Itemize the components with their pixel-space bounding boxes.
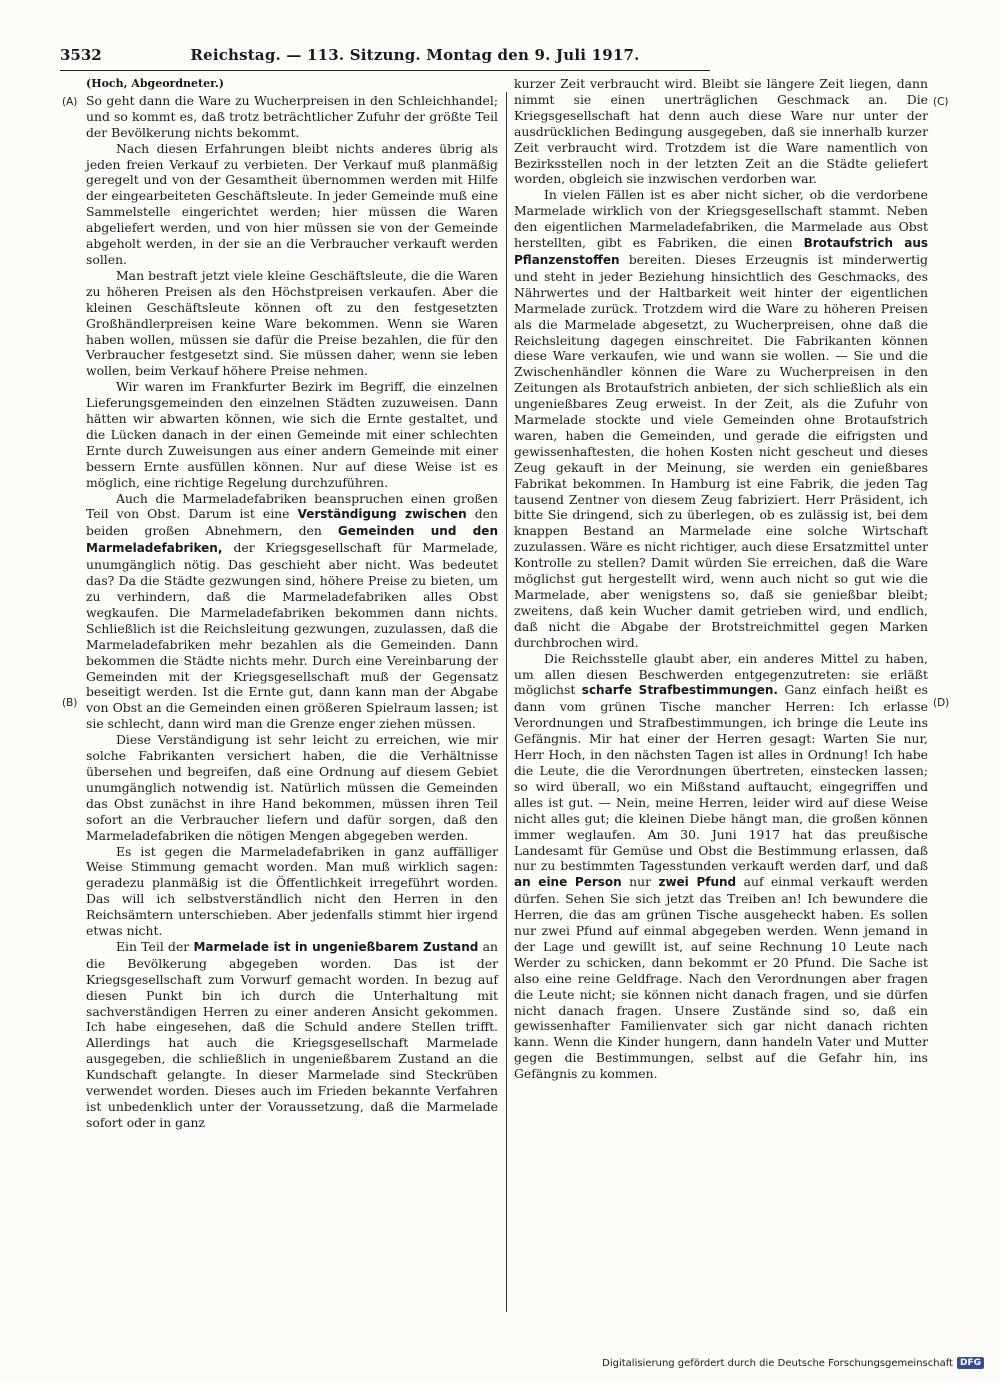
emphasis: zwei Pfund	[658, 875, 737, 890]
text-run: Ein Teil der	[116, 938, 194, 954]
column-separator	[506, 92, 507, 1312]
paragraph	[86, 939, 498, 1131]
right-column	[514, 76, 928, 1082]
paragraph	[86, 491, 498, 733]
paragraph	[514, 651, 928, 1082]
paragraph: Es ist gegen die Marmeladefabriken in ganz auffälliger Weise Stimmung gemacht worden. Man muß wirklich sagen: geradezu planmäßig ist die Öffentlichkeit irregeführt worden. Das will ich selbstverständlich nicht den Herren in den Reichsämtern unterschieben. Aber jedenfalls stimmt hier irgend etwas nicht.	[86, 843, 498, 939]
margin-marker-c: (C)	[933, 96, 949, 108]
text-run: der Kriegsgesellschaft für Marmelade, unumgänglich nötig. Das geschieht aber nicht. Was bedeutet das? Da die Städte gezwungen sind, höhere Preise zu bieten, um zu verhindern, daß die Marmeladefabriken alles Obst wegkaufen. Die Marmeladefabriken bekommen dann nichts. Schließlich ist die Reichsleitung gezwungen, zuzulassen, daß die Marmeladefabriken mehr bezahlen als die Gemeinden. Dann bekommen die Städte nichts mehr. Durch eine Vereinbarung der Gemeinden mit der Kriegsgesellschaft muß der Gegensatz beseitigt werden. Ist die Ernte gut, dann kann man der Abgabe von Obst an die Gemeinden einen größeren Spielraum lassen; ist sie schlecht, dann wird man die Grenze enger ziehen müssen.	[86, 540, 498, 732]
footer-text: Digitalisierung gefördert durch die Deutsche Forschungsgemeinschaft	[602, 1357, 953, 1369]
emphasis: Verständigung zwischen	[297, 507, 467, 522]
margin-marker-b: (B)	[62, 697, 78, 709]
text-run: Auch die Marmeladefabriken beanspruchen einen großen Teil von Obst. Darum ist eine	[86, 490, 498, 522]
text-run: Die Reichsstelle glaubt aber, ein anderes Mittel zu haben, um allen diesen Beschwerden entgegenzutreten: sie erläßt möglichst	[514, 650, 928, 698]
page-header	[60, 46, 710, 68]
emphasis: Brotaufstrich aus Pflanzenstoffen	[514, 236, 929, 267]
paragraph: Man bestraft jetzt viele kleine Geschäftsleute, die die Waren zu höheren Preisen als den Höchstpreisen verkaufen. Aber die kleinen Geschäftsleute können oft zu den festgesetzten Großhändlerpreisen keine Ware bekommen. Wenn sie Waren haben wollen, müssen sie dafür die Preise bezahlen, die für den Verbraucher festgesetzt sind. Sie müssen daher, wenn sie leben wollen, beim Verkauf höhere Preise nehmen.	[86, 267, 498, 379]
running-title: Reichstag. — 113. Sitzung. Montag den 9. Juli 1917.	[190, 46, 640, 64]
margin-marker-d: (D)	[933, 697, 950, 709]
emphasis: an eine Person	[514, 875, 622, 890]
text-run: den beiden großen Abnehmern, den	[86, 506, 498, 539]
text-run: Ganz einfach heißt es dann vom grünen Tische mancher Herren: Ich erlasse Verordnungen und Strafbestimmungen, ich bringe die Leute ins Gefängnis. Mir hat einer der Herren gesagt: Warten Sie nur, Herr Hoch, in den nächsten Tagen ist alles in Ordnung! Ich habe die Leute, die die Verordnungen übertreten, einstecken lassen; so wird überall, wo ein Mißstand auftaucht, eingegriffen und alles ist gut. — Nein, meine Herren, leider wird auf diese Weise nicht alles gut; die kleinen Diebe hängt man, die großen können immer weglaufen. Am 30. Juni 1917 hat das preußische Landesamt für Gemüse und Obst die Bestimmung erlassen, daß nur zu bestimmten Tagesstunden verkauft werden darf, und daß	[514, 682, 928, 874]
speaker-label: (Hoch, Abgeordneter.)	[86, 77, 224, 90]
paragraph: kurzer Zeit verbraucht wird. Bleibt sie längere Zeit liegen, dann nimmt sie einen unerträglichen Geschmack an. Die Kriegsgesellschaft hat denn auch diese Ware nur unter der ausdrücklichen Bedingung ausgegeben, daß sie innerhalb kurzer Zeit verbraucht wird. Trotzdem ist die Ware namentlich von Bezirksstellen noch in der letzten Zeit an die Städte geliefert worden, obgleich sie inzwischen verdorben war.	[514, 76, 928, 187]
text-run: an die Bevölkerung abgegeben worden. Das ist der Kriegsgesellschaft zum Vorwurf gemacht worden. In bezug auf diesen Punkt bin ich durch die Unterhaltung mit sachverständigen Herren zu einer anderen Ansicht gekommen. Ich habe eingesehen, daß die Schuld andere Stellen trifft. Allerdings hat auch die Kriegsgesellschaft Marmelade ausgegeben, die schließlich in ungenießbarem Zustand an die Kundschaft gelangte. In dieser Marmelade sind Steckrüben verwendet worden. Dieses auch im Frieden bekannte Verfahren ist unbedenklich unter der Voraussetzung, daß die Marmelade sofort oder in ganz	[86, 938, 498, 1130]
text-run: In vielen Fällen ist es aber nicht sicher, ob die verdorbene Marmelade wirklich von der Kriegsgesellschaft stammt. Neben den eigentlichen Marmeladefabriken, die Marmelade aus Obst herstellten, gibt es Fabriken, die einen	[514, 187, 928, 251]
emphasis: Marmelade ist in ungenießbarem Zustand	[193, 939, 479, 954]
paragraph	[514, 187, 928, 650]
digitization-footer	[602, 1357, 984, 1369]
left-column	[86, 76, 498, 1131]
paragraph: Wir waren im Frankfurter Bezirk im Begriff, die einzelnen Lieferungsgemeinden den einzelnen Städten zuzuweisen. Dann hätten wir abwarten können, wie sich die Ernte gestaltet, und die Lücken danach in der einen Gemeinde mit einer schlechten Ernte durch Zuweisungen aus einer andern Gemeinde mit einer bessern Ernte ausfüllen können. Nur auf diese Weise ist es möglich, eine richtige Regelung durchzuführen.	[86, 379, 498, 490]
paragraph: Nach diesen Erfahrungen bleibt nichts anderes übrig als jeden freien Verkauf zu verbieten. Der Verkauf muß planmäßig geregelt und von der Gesamtheit übernommen werden mit Hilfe der eingearbeiteten Geschäftsleute. In jeder Gemeinde muß eine Sammelstelle eingerichtet werden; hier müssen die Waren abgeliefert werden, und von hier müssen sie von der Gemeinde abgeholt werden, in der sie an die Verbraucher verkauft werden sollen.	[86, 140, 498, 267]
emphasis: scharfe Strafbestimmungen.	[581, 683, 778, 698]
text-run: auf einmal verkauft werden dürfen. Sehen Sie sich jetzt das Treiben an! Ich bewundere die Herren, die das am grünen Tische ausgeheckt haben. Es sollen nur zwei Pfund auf einmal abgegeben werden. Wenn jemand in der Lage und gewillt ist, auf seine Rechnung 10 Leute nach Werder zu schicken, dann bekommt er 20 Pfund. Die Sache ist also eine reine Geldfrage. Nach den Verordnungen aber fragen die Leute nicht; sie können nicht danach fragen, und sie dürfen nicht danach fragen. Unsere Zustände sind so, daß ein gewissenhafter Familienvater sich gar nicht danach richten kann. Wenn die Kinder hungern, dann handeln Vater und Mutter gegen die Bestimmungen, selbst auf die Gefahr hin, ins Gefängnis zu kommen.	[514, 874, 928, 1082]
text-run: nur	[621, 874, 659, 890]
header-rule	[60, 70, 710, 71]
dfg-logo: DFG	[957, 1357, 984, 1369]
margin-marker-a: (A)	[62, 96, 78, 108]
paragraph: So geht dann die Ware zu Wucherpreisen in den Schleichhandel; und so kommt es, daß trotz beträchtlicher Zufuhr der größte Teil der Bevölkerung nichts bekommt.	[86, 92, 498, 140]
paragraph: Diese Verständigung ist sehr leicht zu erreichen, wie mir solche Fabrikanten versichert haben, die die Verhältnisse übersehen und begreifen, daß eine Ordnung auf diesem Gebiet unumgänglich notwendig ist. Natürlich müssen die Gemeinden das Obst zunächst in ihre Hand bekommen, müssen ihren Teil sofort an die Verbraucher liefern und dafür sorgen, daß den Marmeladefabriken die nötigen Mengen abgegeben werden.	[86, 732, 498, 843]
text-run: bereiten. Dieses Erzeugnis ist minderwertig und steht in jeder Beziehung hinsichtlich des Geschmacks, des Nährwertes und der Haltbarkeit weit hinter der eigentlichen Marmelade zurück. Trotzdem wird die Ware zu höheren Preisen als die Marmelade abgesetzt, zu Wucherpreisen, ohne daß die Reichsleitung dagegen einschreitet. Die Fabrikanten können diese Ware verkaufen, wie und wann sie wollen. — Sie und die Zwischenhändler können die Ware zu Wucherpreisen in den Zeitungen als Brotaufstrich anbieten, der sich schließlich als ein ungenießbares Zeug erweist. In der Zeit, als die Zufuhr von Marmelade stockte und viele Gemeinden ohne Brotaufstrich waren, haben die Gemeinden, und gerade die eifrigsten und gewissenhaftesten, die hohen Kosten nicht gescheut und dieses Zeug gekauft in der Meinung, sie werden ein genießbares Fabrikat bekommen. In Hamburg ist eine Fabrik, die jeden Tag tausend Zentner von diesem Zeug fabriziert. Herr Präsident, ich bitte Sie dringend, sich zu überlegen, ob es zulässig ist, bei dem knappen Bestand an Marmelade eine solche Wirtschaft zuzulassen. Wäre es nicht richtiger, auch diese Ersatzmittel unter Kontrolle zu stellen? Damit würden Sie erreichen, daß die Ware möglichst gut hergestellt wird, wenn auch nicht so gut wie die Marmelade, aber wenigstens so, daß sie genießbar bleibt; zweitens, daß kein Wucher damit getrieben wird, und endlich, daß nicht die Abgabe der Brotstreichmittel gegen Marken durchbrochen wird.	[514, 251, 928, 650]
page-number: 3532	[60, 46, 102, 64]
emphasis: Gemeinden und den Marmeladefabriken,	[86, 524, 498, 556]
